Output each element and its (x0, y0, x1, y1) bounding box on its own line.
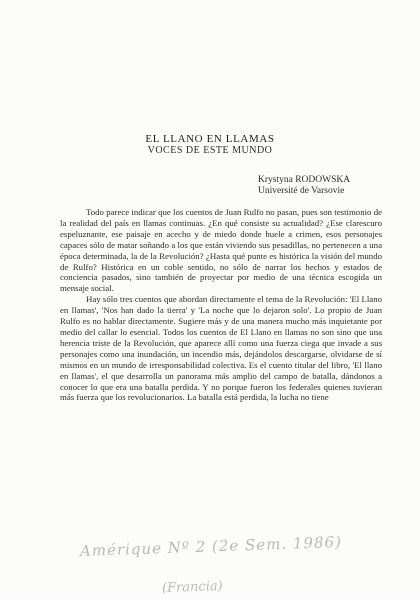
author-affiliation: Université de Varsovie (258, 186, 345, 196)
title-block (0, 133, 420, 157)
body-paragraph: Hay sólo tres cuentos que abordan directamente el tema de la Revolución: 'El Llano en llamas', 'Nos han dado la tierra' y 'La noche que lo dejaron solo'. Lo propio de Juan Rulfo es no hablar directamente. Sugiere más y de una manera mucho más inquietante por medio del callar lo esencial. Todos los cuentos de El Llano en llamas no son sino que una herencia triste de la Revolución, que aparece allí como una fuerza ciega que invade a sus personajes como una inundación, un incendio más, dejándolos descargarse, olvidarse de sí mismos en un mundo de irresponsabilidad colectiva. Es el cuento titular del libro, 'El llano en llamas', el que desarrolla un panorama más amplio del campo de batalla, dándonos a conocer lo que era una batalla perdida. Y no porque fueron los federales quienes tuvieran más fuerza que los revolucionarios. La batalla está perdida, la lucha no tiene (60, 294, 382, 403)
body-paragraph: Todo parece indicar que los cuentos de Juan Rulfo no pasan, pues son testimonio de la realidad del país en llamas continuas. ¿En qué consiste su actualidad? ¿Ese clarescuro espeluznante, ese paisaje en acecho y de miedo donde huele a crimen, esos personajes capaces sólo de matar soñando a los que están viviendo sus pesadillas, no pertenecen a una época determinada, la de la Revolución? ¿Hasta qué punte es histórica la visión del mundo de Rulfo? Histórica en un coble sentido, no sólo de narrar los hechos y estados de conciencia pasados, sino también de proyectar por medio de una técnica escogida un mensaje social. (60, 207, 382, 294)
author-block (258, 175, 388, 197)
author-name: Krystyna RODOWSKA (258, 175, 351, 185)
annotation-country-note: (Francia) (161, 578, 223, 597)
article-title: EL LLANO EN LLAMAS (145, 133, 275, 145)
annotation-journal-note: Amérique Nº 2 (2e Sem. 1986) (79, 532, 343, 560)
article-body (60, 207, 382, 403)
article-subtitle: VOCES DE ESTE MUNDO (147, 145, 273, 156)
